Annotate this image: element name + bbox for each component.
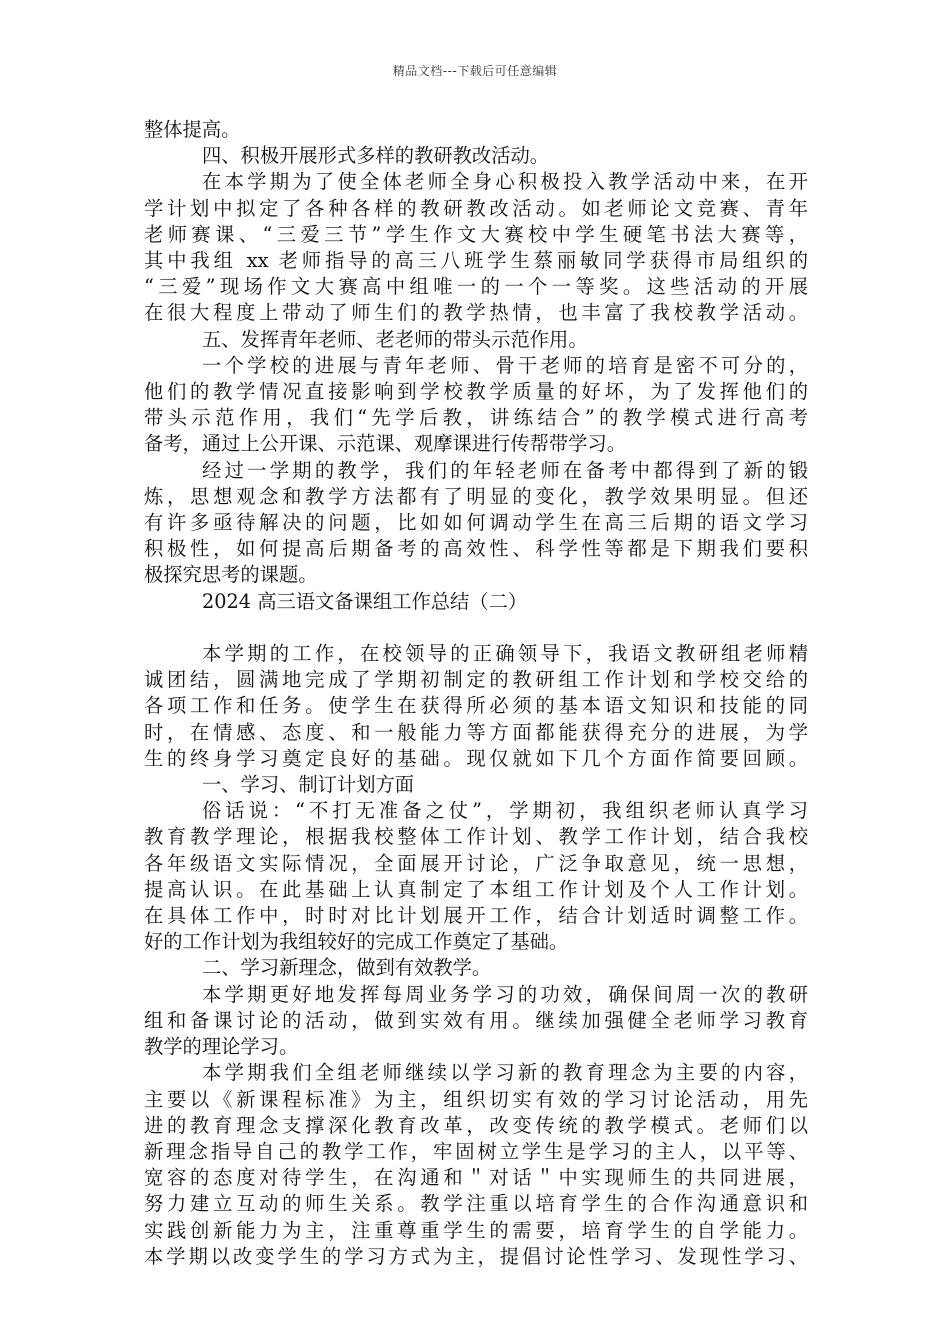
text-line: 教育教学理论，根据我校整体工作计划、教学工作计划，结合我校 (144, 825, 808, 849)
text-line: 带头示范作用，我们“先学后教，讲练结合”的教学模式进行高考 (144, 406, 808, 430)
text-line: 生的终身学习奠定良好的基础。现仅就如下几个方面作简要回顾。 (144, 746, 808, 770)
text-line: 新理念指导自己的教学工作，牢固树立学生是学习的主人，以平等、 (144, 1139, 808, 1163)
text-line: 整体提高。 (144, 118, 241, 141)
text-line: 宽容的态度对待学生，在沟通和＂对话＂中实现师生的共同进展， (144, 1166, 808, 1190)
text-line: 各年级语文实际情况，全面展开讨论，广泛争取意见，统一思想， (144, 851, 808, 875)
text-line: 炼，思想观念和教学方法都有了明显的变化，教学效果明显。但还 (144, 484, 808, 508)
text-line: 二、学习新理念，做到有效教学。 (202, 956, 492, 980)
text-line: 四、积极开展形式多样的教研教改活动。 (202, 144, 550, 168)
text-line: 极探究思考的课题。 (144, 563, 318, 587)
text-line: 一个学校的进展与青年老师、骨干老师的培育是密不可分的， (202, 353, 808, 377)
text-line: 在本学期为了使全体老师全身心积极投入教学活动中来，在开 (202, 170, 808, 194)
text-line: 各项工作和任务。使学生在获得所必须的基本语文知识和技能的同 (144, 694, 808, 718)
text-line: 进的教育理念支撑深化教育改革，改变传统的教学模式。老师们以 (144, 1113, 808, 1137)
text-line: 其中我组 xx 老师指导的高三八班学生蔡丽敏同学获得市局组织的 (144, 249, 808, 273)
text-line: 本学期我们全组老师继续以学习新的教育理念为主要的内容， (202, 1061, 808, 1085)
text-line: 五、发挥青年老师、老老师的带头示范作用。 (202, 327, 588, 351)
blank-line (144, 615, 808, 641)
text-line: 时，在情感、态度、和一般能力等方面都能获得充分的进展，为学 (144, 720, 808, 744)
document-body (144, 117, 808, 1270)
text-line: “三爱”现场作文大赛高中组唯一的一个一等奖。这些活动的开展 (144, 275, 808, 299)
text-line: 2024 高三语文备课组工作总结（二） (202, 589, 528, 613)
page-header: 精品文档---下载后可任意编辑 (392, 64, 558, 78)
text-line: 在具体工作中，时时对比计划展开工作，结合计划适时调整工作。 (144, 904, 808, 928)
text-line: 经过一学期的教学，我们的年轻老师在备考中都得到了新的锻 (202, 458, 808, 482)
text-line: 努力建立互动的师生关系。教学注重以培育学生的合作沟通意识和 (144, 1192, 808, 1216)
text-line: 积极性，如何提高后期备考的高效性、科学性等都是下期我们要积 (144, 537, 808, 561)
text-line: 本学期以改变学生的学习方式为主，提倡讨论性学习、发现性学习、 (144, 1244, 808, 1268)
text-line: 诚团结，圆满地完成了学期初制定的教研组工作计划和学校交给的 (144, 668, 808, 692)
text-line: 教学的理论学习。 (144, 1035, 299, 1059)
text-line: 一、学习、制订计划方面 (202, 773, 415, 797)
text-line: 有许多亟待解决的问题，比如如何调动学生在高三后期的语文学习 (144, 511, 808, 535)
text-line: 本学期更好地发挥每周业务学习的功效，确保间周一次的教研 (202, 982, 808, 1006)
text-line: 在很大程度上带动了师生们的教学热情，也丰富了我校教学活动。 (144, 301, 808, 325)
text-line: 本学期的工作，在校领导的正确领导下，我语文教研组老师精 (202, 642, 808, 666)
text-line: 备考，通过上公开课、示范课、观摩课进行传帮带学习。 (144, 432, 627, 456)
text-line: 老师赛课、“三爱三节”学生作文大赛校中学生硬笔书法大赛等， (144, 222, 808, 246)
text-line: 组和备课讨论的活动，做到实效有用。继续加强健全老师学习教育 (144, 1008, 808, 1032)
text-line: 好的工作计划为我组较好的完成工作奠定了基础。 (144, 930, 569, 954)
text-line: 提高认识。在此基础上认真制定了本组工作计划及个人工作计划。 (144, 877, 808, 901)
text-line: 他们的教学情况直接影响到学校教学质量的好坏，为了发挥他们的 (144, 380, 808, 404)
text-line: 实践创新能力为主，注重尊重学生的需要，培育学生的自学能力。 (144, 1218, 808, 1242)
text-line: 主要以《新课程标准》为主，组织切实有效的学习讨论活动，用先 (144, 1087, 808, 1111)
text-line: 学计划中拟定了各种各样的教研教改活动。如老师论文竞赛、青年 (144, 196, 808, 220)
text-line: 俗话说：“不打无准备之仗”，学期初，我组织老师认真学习 (202, 799, 808, 823)
